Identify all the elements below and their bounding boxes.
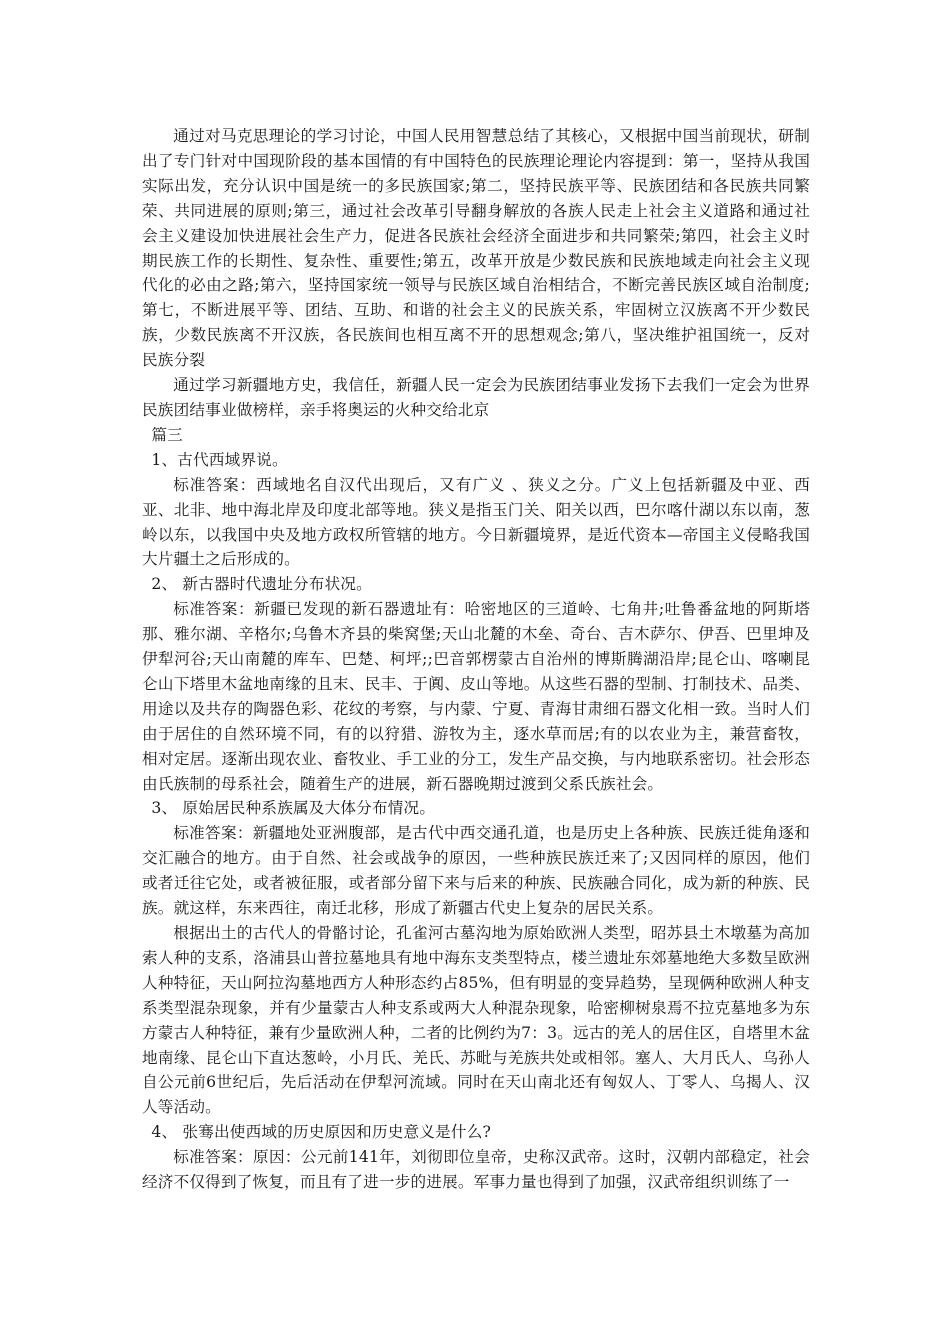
paragraph-xinjiang-history-reflection: 通过学习新疆地方史，我信任，新疆人民一定会为民族团结事业发扬下去我们一定会为世界民族团结事业做榜样，亲手将奥运的火种交给北京 [142,376,810,419]
answer-paragraph-3: 标准答案：新疆地处亚洲腹部，是古代中西交通孔道，也是历史上各种族、民族迁徙角逐和交汇融合的地方。由于自然、社会或战争的原因，一些种族民族迁来了;又因同样的原因，他们或者迁往它处，或者被征服，或者部分留下来与后来的种族、民族融合同化，成为新的种族、民族。就这样，东来西往，南迁北移，形成了新疆古代史上复杂的居民关系。 [142,824,810,918]
question-heading-1: 1、古代西域界说。 [151,450,288,469]
answer-paragraph-4: 标准答案：原因：公元前141年，刘彻即位皇帝，史称汉武帝。这时，汉朝内部稳定，社会经济不仅得到了恢复，而且有了进一步的进展。军事力量也得到了加强，汉武帝组织训练了一 [142,1148,810,1192]
section-heading-part-three: 篇三 [151,425,183,444]
question-heading-2: 2、 新古器时代遗址分布状况。 [151,575,372,594]
answer-paragraph-1: 标准答案：西域地名自汉代出现后，又有广义 、狭义之分。广义上包括新疆及中亚、西亚、北非、地中海北岸及印度北部等地。狭义是指玉门关、阳关以西，巴尔喀什湖以东以南，葱岭以东，以我国中央及地方政权所管辖的地方。今日新疆境界，是近代资本—帝国主义侵略我国大片疆土之后形成的。 [142,475,810,569]
document-page [142,124,810,1195]
answer-paragraph-3-continued: 根据出土的古代人的骨骼讨论，孔雀河古墓沟地为原始欧洲人类型，昭苏县土木墩墓为高加索人种的支系，洛浦县山普拉墓地具有地中海东支类型特点，楼兰遗址东郊墓地绝大多数呈欧洲人种特征，天山阿拉沟墓地西方人种形态约占85%，但有明显的变异趋势，呈现俩种欧洲人种支系类型混杂现象，并有少量蒙古人种支系或两大人种混杂现象，哈密柳树泉焉不拉克墓地多为东方蒙古人种特征，兼有少量欧洲人种，二者的比例约为7：3。远古的羌人的居住区，自塔里木盆地南缘、昆仑山下直达葱岭，小月氏、羌氏、苏毗与羌族共处或相邻。塞人、大月氏人、乌孙人自公元前6世纪后，先后活动在伊犁河流域。同时在天山南北还有匈奴人、丁零人、乌揭人、汉人等活动。 [142,924,810,1117]
question-heading-3: 3、 原始居民种系族属及大体分布情况。 [151,799,436,818]
question-heading-4: 4、 张骞出使西域的历史原因和历史意义是什么? [151,1123,492,1142]
paragraph-theory-summary: 通过对马克思理论的学习讨论，中国人民用智慧总结了其核心，又根据中国当前现状，研制出了专门针对中国现阶段的基本国情的有中国特色的民族理论理论内容提到：第一，坚持从我国实际出发，充分认识中国是统一的多民族国家;第二，坚持民族平等、民族团结和各民族共同繁荣、共同进展的原则;第三，通过社会改革引导翻身解放的各族人民走上社会主义道路和通过社会主义建设加快进展社会生产力，促进各民族社会经济全面进步和共同繁荣;第四，社会主义时期民族工作的长期性、复杂性、重要性;第五，改革开放是少数民族和民族地域走向社会主义现代化的必由之路;第六，坚持国家统一领导与民族区域自治相结合，不断完善民族区域自治制度;第七，不断进展平等、团结、互助、和谐的社会主义的民族关系，牢固树立汉族离不开少数民族，少数民族离不开汉族，各民族间也相互离不开的思想观念;第八，坚决维护祖国统一，反对民族分裂 [142,127,810,370]
answer-paragraph-2: 标准答案：新疆已发现的新石器遗址有：哈密地区的三道岭、七角井;吐鲁番盆地的阿斯塔那、雅尔湖、辛格尔;乌鲁木齐县的柴窝堡;天山北麓的木垒、奇台、吉木萨尔、伊吾、巴里坤及伊犁河谷;天山南麓的库车、巴楚、柯坪;;巴音郭楞蒙古自治州的博斯腾湖沿岸;昆仑山、喀喇昆仑山下塔里木盆地南缘的且末、民丰、于阗、皮山等地。从这些石器的型制、打制技术、品类、用途以及共存的陶器色彩、花纹的考察，与内蒙、宁夏、青海甘肃细石器文化相一致。当时人们由于居住的自然环境不同，有的以狩猎、游牧为主，逐水草而居;有的以农业为主，兼营畜牧，相对定居。逐渐出现农业、畜牧业、手工业的分工，发生产品交换，与内地联系密切。社会形态由氏族制的母系社会，随着生产的进展，新石器晚期过渡到父系氏族社会。 [142,600,810,793]
